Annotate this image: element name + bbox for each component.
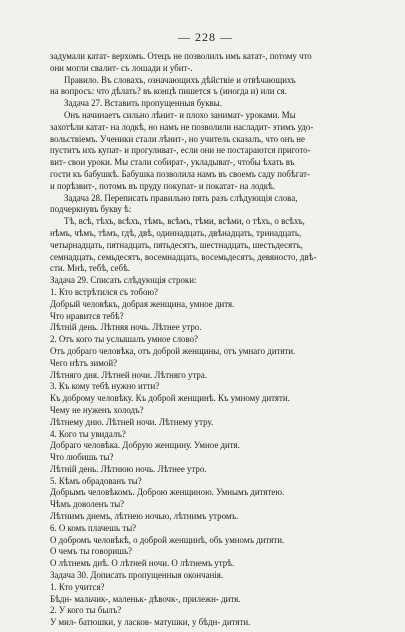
text-line: Задача 30. Дописать пропущенныя окончанія. [50, 570, 224, 581]
text-line: Что любишь ты? [50, 452, 114, 463]
text-line: О добромъ человѣкѣ, о доброй женщинѣ, объ умномъ дитяти. [50, 534, 285, 545]
text-line: Отъ добраго человѣка, отъ доброй женщины, отъ умнаго дитяти. [50, 345, 296, 356]
text-line: Задача 27. Вставить пропущенныя буквы. [64, 98, 222, 109]
text-line: Добрымъ человѣкомъ. Доброю женщиною. Умнымъ дитятею. [50, 487, 285, 498]
text-line: Чѣмъ доволенъ ты? [50, 499, 125, 510]
text-line: и порѣзвит-, потомъ въ пруду покупат- и покатат- на лодкѣ. [50, 180, 276, 191]
text-line: четырнадцать, пятнадцать, пятьдесятъ, шестнадцать, шестьдесятъ, [50, 239, 303, 250]
text-line: задумали катат- верхомъ. Отецъ не позволилъ имъ катат-, потому что [50, 51, 312, 61]
text-line: на вопросъ: что дѣлать? въ концѣ пишется ъ (иногда и) или ся. [50, 86, 287, 97]
text-line: Добрый человѣкъ, добрая женщина, умное дитя. [50, 298, 235, 309]
text-line: Лѣтній день. Лѣтняя ночь. Лѣтнее утро. [50, 322, 202, 333]
text-line: гости къ бабушкѣ. Бабушка позволила намъ въ своемъ саду побѣгат- [50, 168, 310, 179]
text-line: Что нравится тебѣ? [50, 310, 124, 321]
text-line: О чемъ ты говоришь? [50, 546, 132, 557]
text-line: Правило. Въ словахъ, означающихъ дѣйствіе и отвѣчающихъ [64, 74, 296, 85]
page-number: — 228 — [178, 30, 233, 44]
text-line: 4. Кого ты увидалъ? [50, 428, 126, 439]
text-line: семнадцать, семьдесятъ, восемнадцать, восемьдесятъ, девяносто, двѣ- [50, 251, 317, 262]
text-line: Лѣтняго дня. Лѣтней ночи. Лѣтняго утра. [50, 369, 208, 380]
text-line: 2. Отъ кого ты услышалъ умное слово? [50, 334, 198, 345]
text-line: Задача 29. Списать слѣдующія строки: [50, 275, 197, 286]
text-line: Добраго человѣка. Добрую женщину. Умное дитя. [50, 440, 240, 451]
text-line: Лѣтнему дню. Лѣтней ночи. Лѣтнему утру. [50, 416, 214, 427]
text-line: Онъ начинаетъ сильно лѣнит- и плохо занимат- уроками. Мы [64, 109, 296, 120]
text-line: Чего нѣтъ зимой? [50, 357, 118, 368]
text-line: Бѣдн- мальчик-, маленьк- дѣвочк-, прилежн- дитя. [50, 593, 241, 604]
text-line: нѣмъ, чѣмъ, тѣмъ, гдѣ, двѣ, одиннадцать, двѣнадцать, тринадцать, [50, 227, 302, 238]
text-line: сти. Мнѣ, тебѣ, себѣ. [50, 263, 131, 274]
text-line: подчеркнувъ букву ѣ: [50, 204, 132, 215]
body-text [50, 51, 361, 629]
text-line: У мил- батюшки, у ласков- матушки, у бѣдн- дитяти. [50, 617, 251, 628]
text-line: 1. Кто встрѣтился съ тобою? [50, 286, 158, 297]
text-line: Къ доброму человѣку. Къ доброй женщинѣ. Къ умному дитяти. [50, 393, 290, 404]
text-line: 3. Къ кому тебѣ нужно итти? [50, 381, 160, 392]
text-line: 6. О комъ плачешь ты? [50, 522, 137, 533]
text-line: 1. Кто учится? [50, 581, 105, 592]
text-line: вит- свои уроки. Мы стали собират-, укладыват-, чтобы ѣхать въ [50, 157, 295, 168]
text-line: пуститъ ихъ купат- и прогуливат-, если они не постараются пригото- [50, 145, 311, 156]
text-line: 2. У кого ты былъ? [50, 605, 122, 616]
text-line: 5. Кѣмъ обрадованъ ты? [50, 475, 142, 486]
text-line: вольствіемъ. Ученики стали лѣнит-, но учитель сказалъ, что онъ не [50, 133, 305, 144]
text-line: они могли свалит- съ лошади и убит-. [50, 62, 193, 73]
text-line: Тѣ, всѣ, тѣхъ, всѣхъ, тѣмъ, всѣмъ, тѣми, всѣми, о тѣхъ, о всѣхъ, [64, 216, 305, 227]
text-line: Задача 28. Переписать правильно пять разъ слѣдующія слова, [64, 192, 298, 203]
text-line: захотѣли катат- на лодкѣ, но намъ не позволили насладит- этимъ удо- [50, 121, 314, 132]
text-line: Чему не нуженъ холодъ? [50, 404, 144, 415]
text-line: О лѣтнемъ днѣ. О лѣтней ночи. О лѣтнемъ утрѣ. [50, 558, 235, 569]
text-line: Лѣтнимъ днемъ, лѣтнею ночью, лѣтнимъ утромъ. [50, 511, 239, 522]
text-line: Лѣтній день. Лѣтнюю ночь. Лѣтнее утро. [50, 463, 207, 474]
